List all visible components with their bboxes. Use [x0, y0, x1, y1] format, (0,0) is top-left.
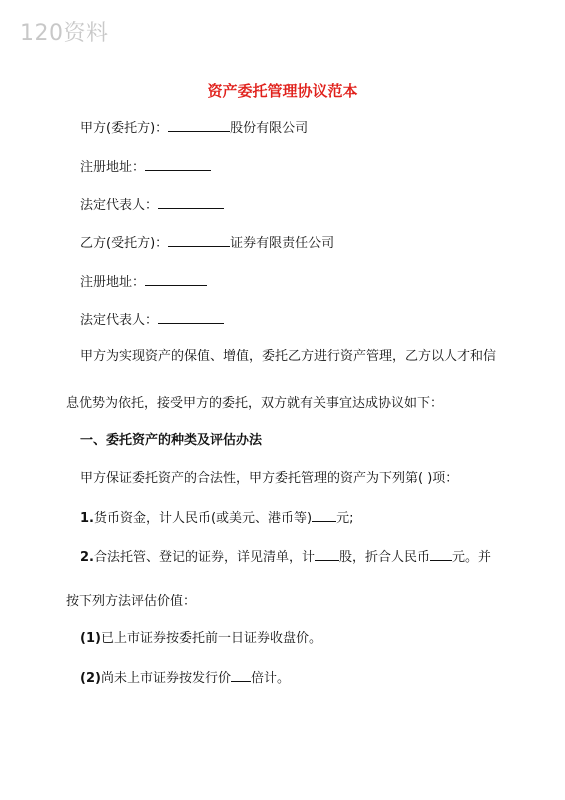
sub-item-2-number: (2) [80, 671, 101, 686]
watermark: 120资料 [20, 21, 109, 46]
item-1 [80, 509, 354, 527]
party-b-rep-blank [158, 311, 224, 324]
section-1-heading: 一、委托资产的种类及评估办法 [80, 433, 263, 448]
item-2-text-a: 合法托管、登记的证券，详见清单，计 [93, 550, 315, 565]
party-a-rep-blank [158, 196, 224, 209]
party-b-suffix: 证券有限责任公司 [230, 236, 335, 251]
sub-item-2-text: 尚未上市证券按发行价 [100, 671, 231, 686]
party-a-address-label: 注册地址： [80, 160, 146, 175]
party-b-address-line [80, 273, 207, 291]
party-b-name-blank [168, 234, 230, 247]
sub-item-2-multiple-blank [231, 669, 251, 682]
party-a-name-blank [168, 119, 230, 132]
item-1-amount-blank [312, 509, 336, 522]
party-a-rep-label: 法定代表人： [80, 198, 159, 213]
item-2 [80, 548, 491, 566]
party-b-line [80, 234, 334, 252]
sub-item-1-text: 已上市证券按委托前一日证券收盘价。 [100, 631, 322, 646]
intro-line-2: 息优势为依托，接受甲方的委托，双方就有关事宜达成协议如下： [66, 396, 444, 411]
sub-item-1 [80, 631, 322, 647]
item-1-end: 元; [336, 511, 354, 526]
section-1-paragraph: 甲方保证委托资产的合法性，甲方委托管理的资产为下列第( )项： [80, 471, 459, 486]
party-b-address-blank [145, 273, 207, 286]
item-2-text-c: 元。并 [452, 550, 492, 565]
item-2-line-2: 按下列方法评估价值： [66, 594, 197, 609]
party-a-address-blank [145, 158, 211, 171]
intro-line-1: 甲方为实现资产的保值、增值，委托乙方进行资产管理，乙方以人才和信 [80, 349, 497, 364]
item-2-shares-blank [315, 548, 339, 561]
party-a-line [80, 119, 308, 137]
sub-item-1-number: (1) [80, 631, 101, 646]
item-2-amount-blank [430, 548, 452, 561]
sub-item-2-end: 倍计。 [250, 671, 290, 686]
document-title: 资产委托管理协议范本 [207, 82, 358, 100]
party-a-address-line [80, 158, 211, 176]
party-b-rep-line [80, 311, 224, 329]
party-b-address-label: 注册地址： [80, 275, 146, 290]
party-a-rep-line [80, 196, 224, 214]
sub-item-2 [80, 669, 290, 687]
party-b-label: 乙方(受托方)： [80, 236, 169, 251]
item-2-number: 2. [80, 550, 94, 565]
item-2-text-b: 股，折合人民币 [339, 550, 431, 565]
party-a-suffix: 股份有限公司 [230, 121, 309, 136]
item-1-text: 货币资金，计人民币(或美元、港币等) [93, 511, 313, 526]
party-b-rep-label: 法定代表人： [80, 313, 159, 328]
item-1-number: 1. [80, 511, 94, 526]
party-a-label: 甲方(委托方)： [80, 121, 169, 136]
